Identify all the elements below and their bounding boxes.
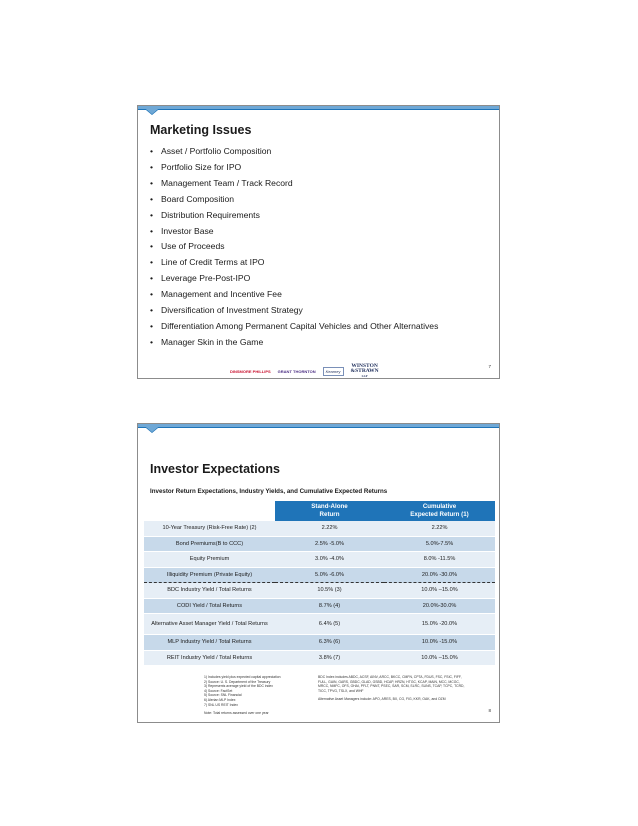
table-row bbox=[144, 521, 495, 536]
row-label: Equity Premium bbox=[144, 552, 275, 568]
row-label: Bond Premiums(B to CCC) bbox=[144, 536, 275, 552]
list-item: • Differentiation Among Permanent Capital Vehicles and Other Alternatives bbox=[150, 319, 438, 335]
row-label: Illiquidity Premium (Private Equity) bbox=[144, 567, 275, 583]
row-label: MLP Industry Yield / Total Returns bbox=[144, 635, 275, 651]
row-label: Alternative Asset Manager Yield / Total Returns bbox=[144, 614, 275, 635]
row-cumulative: 5.0%-7.5% bbox=[384, 536, 495, 552]
winston-strawn-logo: WINSTON &STRAWN LLP bbox=[350, 363, 379, 378]
list-item: • Portfolio Size for IPO bbox=[150, 160, 438, 176]
table-row bbox=[144, 536, 495, 552]
row-label: 10-Year Treasury (Risk-Free Rate) (2) bbox=[144, 521, 275, 536]
row-standalone: 3.0% -4.0% bbox=[275, 552, 384, 568]
footnote-note: Note: Total returns assessed over one year bbox=[204, 711, 269, 716]
slide-title: Marketing Issues bbox=[150, 123, 252, 137]
row-cumulative: 15.0% -20.0% bbox=[384, 614, 495, 635]
slide-header-band bbox=[138, 106, 499, 116]
row-standalone: 6.3% (6) bbox=[275, 635, 384, 651]
footnote: 5) Source: SNL Financial bbox=[204, 693, 242, 698]
list-item: • Diversification of Investment Strategy bbox=[150, 303, 438, 319]
row-label: REIT Industry Yield / Total Returns bbox=[144, 650, 275, 666]
row-standalone: 2.22% bbox=[275, 521, 384, 536]
row-standalone: 5.0% -6.0% bbox=[275, 567, 384, 583]
marketing-issues-list bbox=[150, 144, 438, 351]
list-item: • Use of Proceeds bbox=[150, 239, 438, 255]
index-notes bbox=[318, 675, 468, 702]
row-cumulative: 20.0% -30.0% bbox=[384, 567, 495, 583]
page-number: 8 bbox=[488, 708, 491, 713]
table-subtitle: Investor Return Expectations, Industry Yields, and Cumulative Expected Returns bbox=[150, 488, 388, 495]
list-item: • Board Composition bbox=[150, 192, 438, 208]
footnote: 6) Alerian MLP Index bbox=[204, 697, 236, 702]
list-item: • Management and Incentive Fee bbox=[150, 287, 438, 303]
row-cumulative: 20.0%-30.0% bbox=[384, 598, 495, 614]
table-row bbox=[144, 650, 495, 666]
table-row bbox=[144, 567, 495, 583]
footnote: 2) Source: U. S. Department of the Treasury bbox=[204, 679, 271, 684]
row-cumulative: 8.0% -11.5% bbox=[384, 552, 495, 568]
header-blank bbox=[144, 501, 275, 521]
table-row bbox=[144, 552, 495, 568]
row-cumulative: 2.22% bbox=[384, 521, 495, 536]
footnotes bbox=[204, 675, 281, 716]
row-standalone: 8.7% (4) bbox=[275, 598, 384, 614]
list-item: • Line of Credit Terms at IPO bbox=[150, 255, 438, 271]
footnote: 3) Represents average yield of the BDC index bbox=[204, 684, 273, 689]
table-row bbox=[144, 583, 495, 599]
boxed-logo: Kearney bbox=[323, 367, 344, 376]
list-item: • Investor Base bbox=[150, 224, 438, 240]
row-cumulative: 10.0% –15.0% bbox=[384, 650, 495, 666]
table-row bbox=[144, 598, 495, 614]
list-item: • Asset / Portfolio Composition bbox=[150, 144, 438, 160]
list-item: • Management Team / Track Record bbox=[150, 176, 438, 192]
footnote: 4) Source: FactSet bbox=[204, 688, 233, 693]
page-number: 7 bbox=[488, 364, 491, 369]
row-standalone: 10.5% (3) bbox=[275, 583, 384, 599]
row-standalone: 2.5% -5.0% bbox=[275, 536, 384, 552]
slide-header-band bbox=[138, 424, 499, 434]
slide-marketing-issues bbox=[137, 105, 500, 379]
slide-title: Investor Expectations bbox=[150, 462, 280, 476]
slide-investor-expectations bbox=[137, 423, 500, 723]
row-label: BDC Industry Yield / Total Returns bbox=[144, 583, 275, 599]
row-standalone: 6.4% (5) bbox=[275, 614, 384, 635]
list-item: • Leverage Pre-Post-IPO bbox=[150, 271, 438, 287]
row-cumulative: 10.0% -15.0% bbox=[384, 635, 495, 651]
list-item: • Distribution Requirements bbox=[150, 208, 438, 224]
row-label: CODI Yield / Total Returns bbox=[144, 598, 275, 614]
table-row bbox=[144, 635, 495, 651]
header-standalone: Stand-Alone Return bbox=[275, 501, 384, 521]
row-cumulative: 10.0% –15.0% bbox=[384, 583, 495, 599]
grant-thornton-logo: GRANT THORNTON bbox=[277, 369, 316, 374]
alt-manager-note: Alternative Asset Managers include: APO, ARES, BX, CG, FIG, KKR, OAK, and OZM bbox=[318, 697, 446, 702]
header-cumulative: Cumulative Expected Return (1) bbox=[384, 501, 495, 521]
table-row bbox=[144, 614, 495, 635]
dinsmore-logo: DINSMORE PHILLIPS bbox=[230, 369, 271, 374]
bdc-index-note: BDC Index includes ABDC, ACSF, AINV, ARCC, BKCC, CMFN, CPTA, FDUS, FSC, FSIC, FIFF, FULL, GAIN, GARS, GBDC, GLAD, GSBD, HCAP, HRZN, HTGC, KCAP, MAIN, MCC, MCGC, MRCC, NMFC, OFS, OHAI, PFLT, PNNT, PSEC, SAR, SCM, SLRC, SUNS, TCAP, TCPC, TCRD, TICC, TPVG, TSLX, and WHF bbox=[318, 675, 465, 693]
table-header-row bbox=[144, 501, 495, 521]
list-item: • Manager Skin in the Game bbox=[150, 335, 438, 351]
sponsor-logos bbox=[230, 364, 379, 379]
row-standalone: 3.8% (7) bbox=[275, 650, 384, 666]
returns-table bbox=[144, 501, 495, 666]
footnote: 1) Includes yield plus expected capital appreciation bbox=[204, 675, 281, 679]
footnote: 7) SNL US REIT Index bbox=[204, 702, 238, 707]
